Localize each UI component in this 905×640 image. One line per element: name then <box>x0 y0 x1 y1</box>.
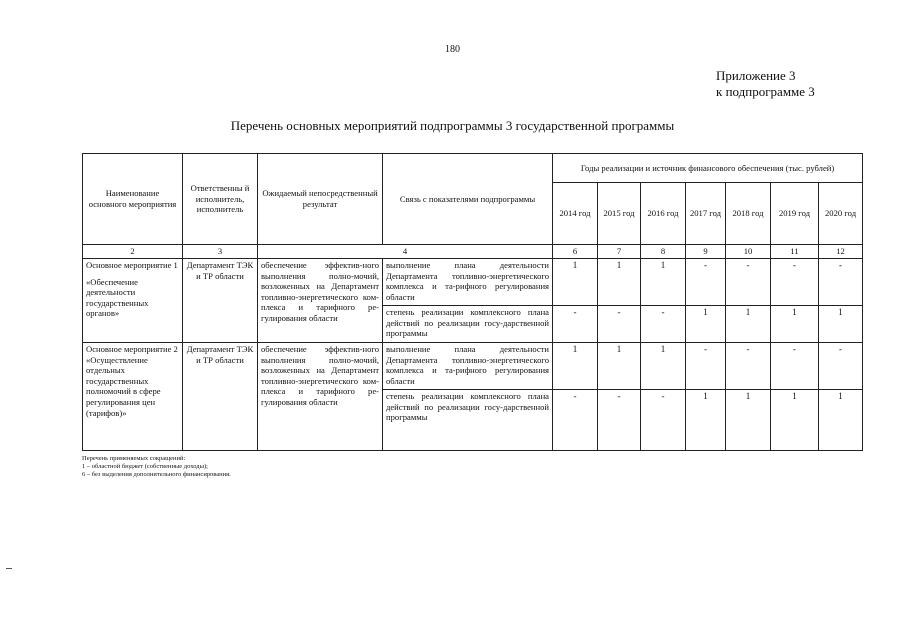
column-number: 12 <box>819 245 863 259</box>
indicator-cell: выполнение плана деятельности Департамента топливно-энергетического комплекса и та-рифного регулирования области <box>383 259 553 306</box>
value-cell: 1 <box>771 390 819 451</box>
indicator-cell: степень реализации комплексного плана действий по реализации госу-дарственной программы <box>383 306 553 343</box>
value-cell: - <box>598 390 641 451</box>
value-cell: - <box>819 259 863 306</box>
column-number-row <box>83 245 863 259</box>
value-cell: 1 <box>819 390 863 451</box>
document-title: Перечень основных мероприятий подпрограммы 3 государственной программы <box>230 118 675 133</box>
column-number: 9 <box>686 245 726 259</box>
header-year: 2017 год <box>686 183 726 245</box>
page-number: 180 <box>445 44 460 55</box>
value-cell: 1 <box>771 306 819 343</box>
column-number: 4 <box>258 245 553 259</box>
header-year: 2016 год <box>641 183 686 245</box>
value-cell: - <box>553 390 598 451</box>
indicator-cell: выполнение плана деятельности Департамента топливно-энергетического комплекса и та-рифного регулирования области <box>383 343 553 390</box>
header-year: 2020 год <box>819 183 863 245</box>
executor-cell: Департамент ТЭК и ТР области <box>183 259 258 343</box>
column-number: 8 <box>641 245 686 259</box>
appendix-label <box>716 68 815 100</box>
table-row <box>83 259 863 306</box>
column-number: 3 <box>183 245 258 259</box>
column-number: 11 <box>771 245 819 259</box>
column-number: 6 <box>553 245 598 259</box>
value-cell: - <box>819 343 863 390</box>
value-cell: 1 <box>553 343 598 390</box>
value-cell: - <box>726 343 771 390</box>
indicator-cell: степень реализации комплексного плана действий по реализации госу-дарственной программы <box>383 390 553 451</box>
value-cell: 1 <box>598 343 641 390</box>
expected-result-cell: обеспечение эффектив-ного выполнения полно-мочий, возложенных на Департамент топливно-энергетического ком-плекса и тарифного ре-гулирования области <box>258 343 383 451</box>
value-cell: 1 <box>686 306 726 343</box>
column-number: 10 <box>726 245 771 259</box>
value-cell: - <box>726 259 771 306</box>
value-cell: 1 <box>641 343 686 390</box>
value-cell: 1 <box>598 259 641 306</box>
footnotes <box>82 455 231 479</box>
activity-description: «Обеспечение деятельности государственных органов» <box>86 276 149 319</box>
value-cell: 1 <box>726 306 771 343</box>
header-year: 2019 год <box>771 183 819 245</box>
footnotes-heading: Перечень применяемых сокращений: <box>82 455 186 462</box>
margin-mark <box>6 568 12 569</box>
header-year: 2015 год <box>598 183 641 245</box>
value-cell: - <box>686 259 726 306</box>
header-link: Связь с показателями подпрограммы <box>383 154 553 245</box>
value-cell: - <box>771 259 819 306</box>
value-cell: 1 <box>686 390 726 451</box>
value-cell: - <box>598 306 641 343</box>
activity-name-cell <box>83 343 183 451</box>
value-cell: 1 <box>641 259 686 306</box>
value-cell: 1 <box>553 259 598 306</box>
value-cell: - <box>641 306 686 343</box>
header-years-group: Годы реализации и источник финансового обеспечения (тыс. рублей) <box>553 154 863 183</box>
activity-name-cell <box>83 259 183 343</box>
footnote-item: 1 – областной бюджет (собственные доходы); <box>82 463 208 470</box>
header-executor: Ответственны й исполнитель, исполнитель <box>183 154 258 245</box>
appendix-line-1: Приложение 3 <box>716 68 796 83</box>
table-header-row <box>83 154 863 183</box>
appendix-line-2: к подпрограмме 3 <box>716 84 815 99</box>
header-result: Ожидаемый непосредственный результат <box>258 154 383 245</box>
value-cell: - <box>686 343 726 390</box>
executor-cell: Департамент ТЭК и ТР области <box>183 343 258 451</box>
expected-result-cell: обеспечение эффектив-ного выполнения полно-мочий, возложенных на Департамент топливно-энергетического ком-плекса и тарифного ре-гулирования области <box>258 259 383 343</box>
activity-name: Основное мероприятие 2 «Осуществление отдельных государственных полномочий в сфере регулирования цен (тарифов)» <box>86 344 178 418</box>
header-year: 2014 год <box>553 183 598 245</box>
header-activity: Наименование основного мероприятия <box>83 154 183 245</box>
header-year: 2018 год <box>726 183 771 245</box>
column-number: 2 <box>83 245 183 259</box>
value-cell: - <box>771 343 819 390</box>
footnote-item: 6 – без выделения дополнительного финансирования. <box>82 471 231 478</box>
value-cell: - <box>641 390 686 451</box>
column-number: 7 <box>598 245 641 259</box>
value-cell: 1 <box>726 390 771 451</box>
value-cell: - <box>553 306 598 343</box>
table-row <box>83 343 863 390</box>
activity-name: Основное мероприятие 1 <box>86 260 178 270</box>
value-cell: 1 <box>819 306 863 343</box>
activities-table <box>82 153 863 451</box>
